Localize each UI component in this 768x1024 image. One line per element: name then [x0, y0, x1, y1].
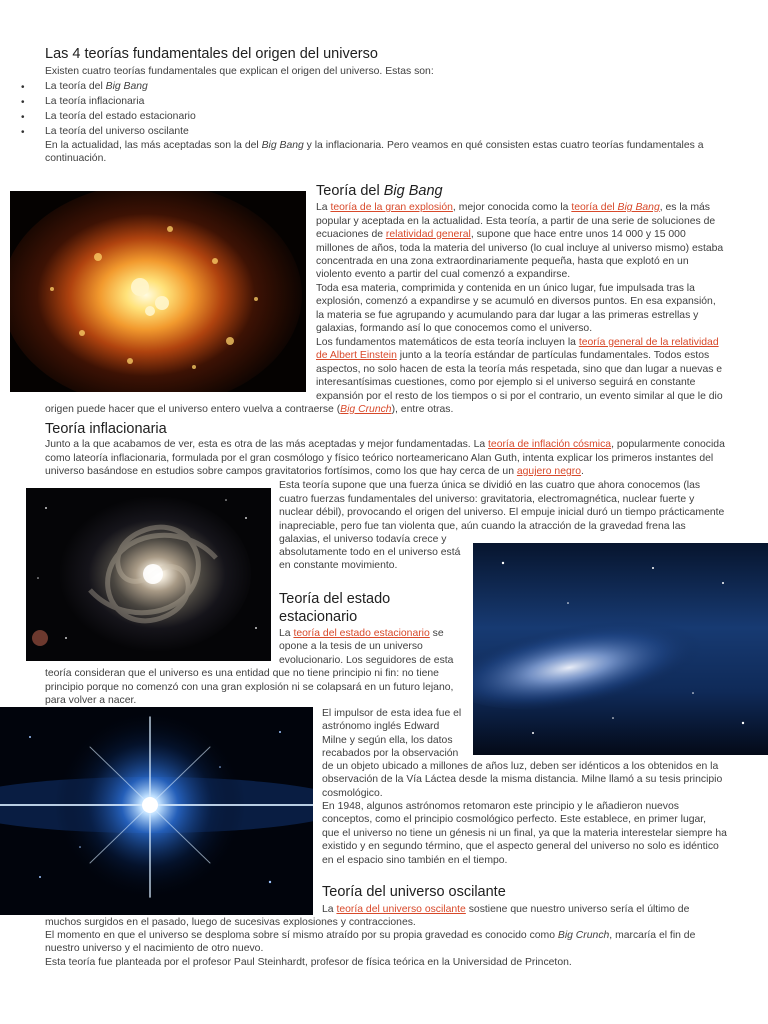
bigbang-line: violento evento a partir del cual comenzó a expandirse.: [316, 269, 571, 280]
inflacion-cosmica-link[interactable]: teoría de inflación cósmica: [488, 439, 612, 450]
oscilante-line: La teoría del universo oscilante sostiene que nuestro universo sería el último de: [322, 904, 690, 915]
estacionario-p2-line: El impulsor de esta idea fue el: [322, 708, 462, 719]
bigbang-line: galaxias, formando así lo que conocemos como el universo.: [316, 323, 593, 334]
bigbang-line: ecuaciones de relatividad general, supone que hace entre unos 14 000 y 15 000: [316, 229, 686, 240]
explosion-image: [10, 191, 306, 392]
inflacion-line: universo basándose en estudios sobre campos gravitatorios fortísimos, como los que hay cerca de un agujero negro.: [45, 466, 584, 477]
bigbang-line: popular y aceptada en la actualidad. Esta teoría, a partir de una serie de soluciones de: [316, 216, 716, 227]
galaxy-spiral-image: [26, 488, 271, 661]
relatividad-general-link[interactable]: relatividad general: [385, 229, 471, 240]
nebula-image: [473, 543, 768, 755]
inflacion-p2-line: Esta teoría supone que una fuerza única se dividió en las cuatro que ahora conocemos (las: [279, 480, 701, 491]
estacionario-line: La teoría del estado estacionario se: [279, 628, 444, 639]
bullet-icon: •: [21, 97, 25, 108]
inflacion-p2-line: inapreciable, pero fue tan violenta que, aún cuando la atracción de la gravedad frena las: [279, 521, 686, 532]
estacionario-p2-line: conceptos, como el principio cosmológico perfecto. Este establece, en primer lugar,: [322, 814, 707, 825]
list-item: La teoría del universo oscilante: [45, 126, 189, 137]
inflacion-line: como lateoría inflacionaria, formulada por el gran cosmólogo y físico teórico norteamericano Alan Guth, intenta explicar los primeros instantes del: [45, 453, 714, 464]
intro-lead: Existen cuatro teorías fundamentales que explican el origen del universo. Estas son:: [45, 66, 434, 77]
estacionario-line: para volver a nacer.: [45, 695, 137, 706]
bigbang-line: expansión por el resto de los tiempos o si por el contrario, un evento similar al que le dio: [316, 391, 723, 402]
oscilante-line: Esta teoría fue planteada por el profesor Paul Steinhardt, profesor de física teórica en la Universidad de Princeton.: [45, 957, 572, 968]
estacionario-p2-line: existido y en segundo término, que el aspecto general del universo no solo es idéntico: [322, 841, 719, 852]
estacionario-heading-2: estacionario: [279, 609, 358, 625]
bigbang-line: interesantísimas cuestiones, como por ejemplo si el universo seguirá en constante: [316, 377, 696, 388]
explosion-graphic: [10, 191, 306, 392]
bigbang-heading: Teoría del Big Bang: [316, 183, 443, 199]
gran-explosion-link[interactable]: teoría de la gran explosión: [330, 202, 453, 213]
estacionario-p2-line: en el espacio sino también en el tiempo.: [322, 855, 508, 866]
estacionario-p2-line: que el universo no tiene un génesis ni un final, ya que la materia interestelar siempre ha: [322, 828, 727, 839]
oscilante-line: muchos surgidos en el pasado, luego de sucesivas explosiones y contracciones.: [45, 917, 416, 928]
estacionario-line: teoría consideran que el universo es una entidad que no tiene principio ni fin: no tiene: [45, 668, 439, 679]
big-bang-link[interactable]: teoría del Big Bang: [571, 202, 660, 213]
bigbang-line: explosión, comenzó a expandirse y se acumuló en diversos puntos. En esa expansión,: [316, 296, 716, 307]
albert-einstein-link[interactable]: de Albert Einstein: [316, 350, 397, 361]
bigbang-line: de Albert Einstein junto a la teoría estándar de partículas fundamentales. Todos estos: [316, 350, 710, 361]
estacionario-line: principio porque no comenzó con una gran explosión ni se colapsará en un futuro lejano,: [45, 682, 454, 693]
estacionario-p2-line: observación de la Vía Láctea desde la misma distancia. Milne llamó a su tesis principio: [322, 774, 723, 785]
estacionario-line: evolucionario. Los seguidores de esta: [279, 655, 454, 666]
bigbang-line: concentrada en una zona extraordinariamente pequeña, hasta que explotó en un: [316, 256, 689, 267]
big-crunch-link[interactable]: Big Crunch: [340, 404, 392, 415]
bigbang-line: millones de años, toda la materia del universo (lo cual incluye al universo mismo) estaba: [316, 243, 724, 254]
estacionario-p2-line: recabados por la observación: [322, 748, 459, 759]
bigbang-line: aspectos, no solo hacen de esta la teoría más respetada, sino que dan lugar a nuevas e: [316, 364, 723, 375]
bigbang-line: la materia se fue agrupando y acumulando para dar lugar a las primeras estrellas y: [316, 310, 699, 321]
bigbang-line: Los fundamentos matemáticos de esta teoría incluyen la teoría general de la relatividad: [316, 337, 719, 348]
inflacion-p2-line: cuatro fuerzas fundamentales del universo: gravitatoria, electromagnética, nuclear fuerte y: [279, 494, 695, 505]
list-item: La teoría del Big Bang: [45, 81, 148, 92]
inflacion-line: Junto a la que acabamos de ver, esta es otra de las más aceptadas y mejor fundamentadas. La teoría de inflación cósmica, popularmente conocida: [45, 439, 725, 450]
oscilante-line: El momento en que el universo se desploma sobre sí mismo atraído por su propia gravedad es conocido como Big Crunch, marcaría el fin de: [45, 930, 696, 941]
nebula-graphic: [473, 543, 768, 755]
inflacion-p2-line: en constante movimiento.: [279, 560, 398, 571]
oscilante-heading: Teoría del universo oscilante: [322, 884, 506, 900]
estacionario-p2-line: cosmológico.: [322, 788, 383, 799]
intro-conclusion: En la actualidad, las más aceptadas son la del Big Bang y la inflacionaria. Pero veamos en qué consisten estas cuatro teorías fundamentales a: [45, 140, 704, 151]
galaxy-graphic: [26, 488, 271, 661]
bigbang-line: La teoría de la gran explosión, mejor conocida como la teoría del Big Bang, es la más: [316, 202, 710, 213]
estado-estacionario-link[interactable]: teoría del estado estacionario: [293, 628, 430, 639]
bullet-icon: •: [21, 112, 25, 123]
estacionario-p2-line: En 1948, algunos astrónomos retomaron este principio y le añadieron nuevos: [322, 801, 679, 812]
estacionario-heading: Teoría del estado: [279, 591, 391, 607]
agujero-negro-link[interactable]: agujero negro: [516, 466, 581, 477]
blue-star-image: [0, 707, 313, 915]
bullet-icon: •: [21, 82, 25, 93]
estacionario-p2-line: astrónomo inglés Edward: [322, 721, 440, 732]
intro-conclusion-end: continuación.: [45, 153, 107, 164]
estacionario-p2-line: de un objeto ubicado a millones de años luz, deben ser idénticos a los obtenidos en la: [322, 761, 719, 772]
page-title: Las 4 teorías fundamentales del origen del universo: [45, 46, 378, 62]
bigbang-line: origen puede hacer que el universo entero vuelva a contraerse (Big Crunch), entre otras.: [45, 404, 454, 415]
relatividad-einstein-link[interactable]: teoría general de la relatividad: [578, 337, 719, 348]
inflacion-p2-line: galaxias, el universo todavía crece y: [279, 534, 447, 545]
bullet-icon: •: [21, 127, 25, 138]
list-item: La teoría inflacionaria: [45, 96, 145, 107]
estacionario-p2-line: Milne y según ella, los datos: [322, 735, 453, 746]
inflacion-p2-line: absolutamente todo en el universo está: [279, 547, 461, 558]
list-item: La teoría del estado estacionario: [45, 111, 196, 122]
blue-star-graphic: [0, 707, 313, 915]
estacionario-line: opone a la tesis de un universo: [279, 641, 423, 652]
inflacion-heading: Teoría inflacionaria: [45, 421, 167, 437]
universo-oscilante-link[interactable]: teoría del universo oscilante: [336, 904, 466, 915]
bigbang-line: Toda esa materia, comprimida y contenida en un único lugar, fue impulsada tras la: [316, 283, 695, 294]
inflacion-p2-line: nuclear débil), provocando el origen del universo. El empuje inicial duró un tiempo prácticamente: [279, 507, 725, 518]
oscilante-line: nuestro universo y el nacimiento de otro nuevo.: [45, 943, 264, 954]
